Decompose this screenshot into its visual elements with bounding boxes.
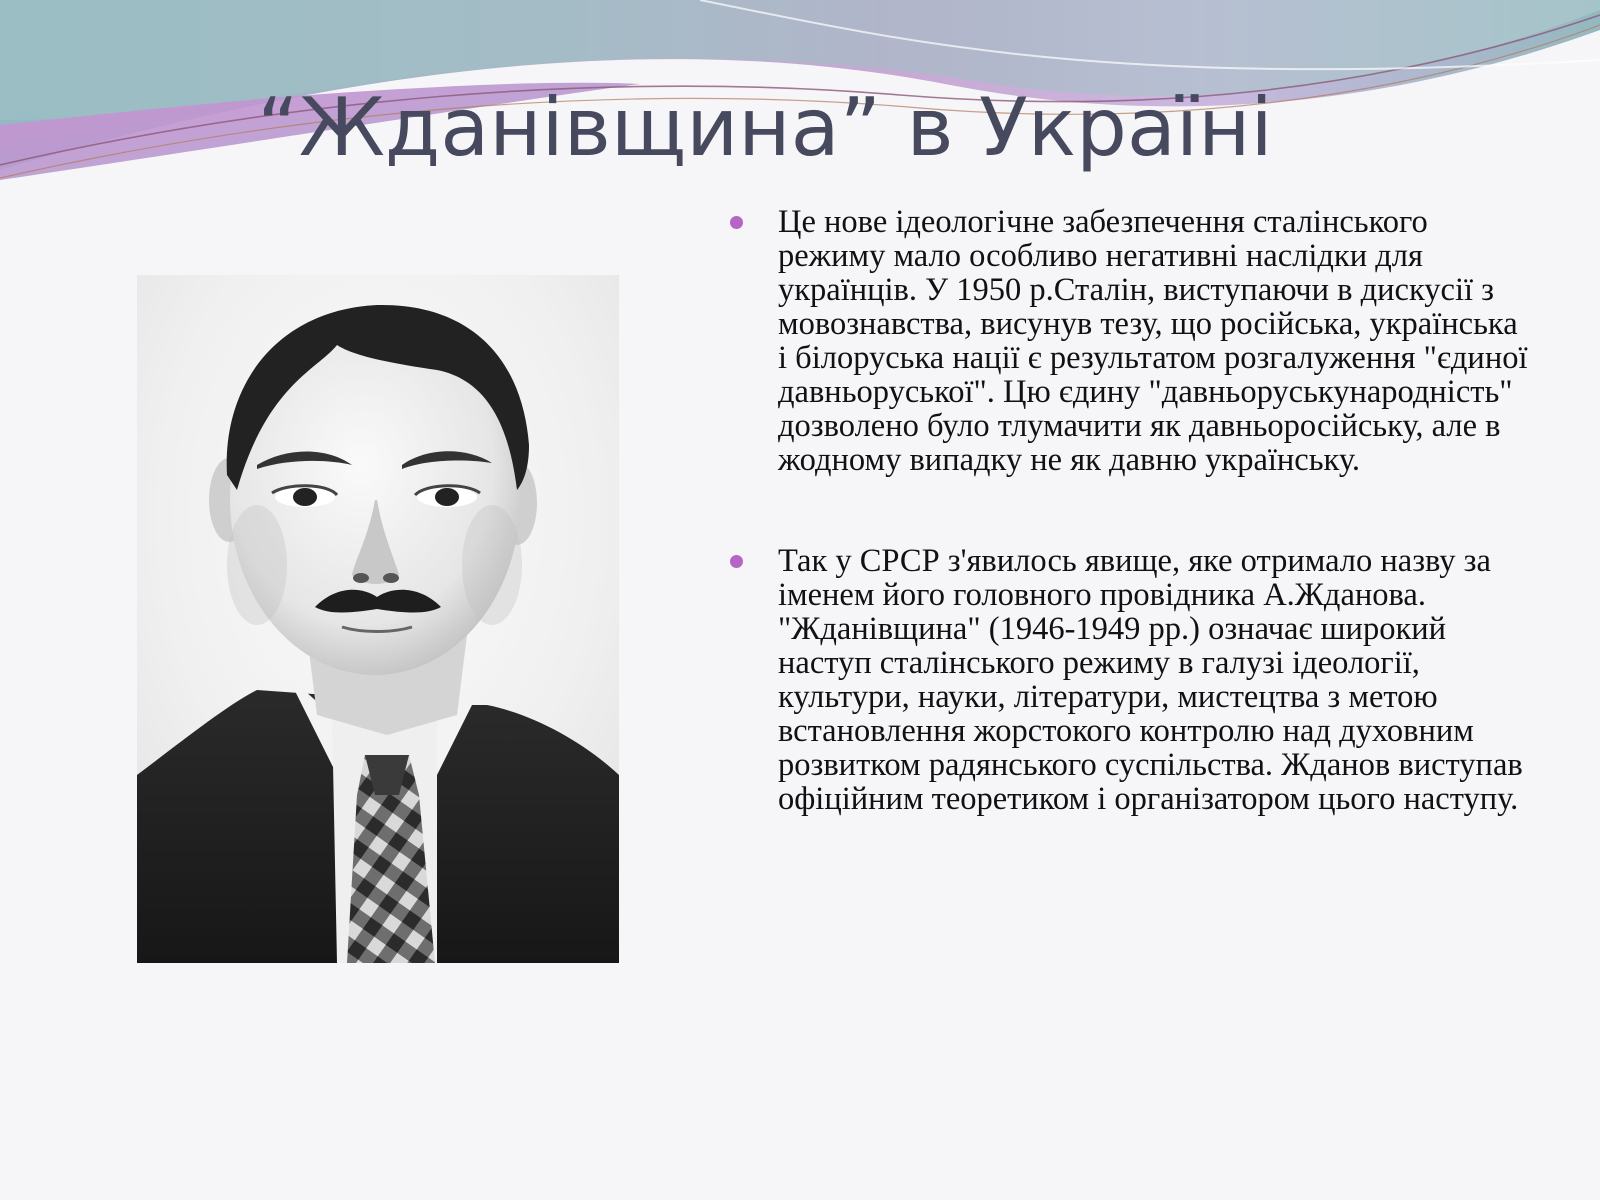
bullet-text: Так у СРСР з'явилось явище, яке отримало назву за іменем його головного провідника А.Жданова. "Жданівщина" (1946-1949 рр.) означає широкий наступ сталінського режиму в галузі ідеології, культури, науки, літератури, мистецтва з метою встановлення жорстокого контролю над духовним розвитком радянського суспільства. Жданов виступав офіційним теоретиком і організатором цього наступу. xyxy=(778,543,1523,817)
portrait-photo xyxy=(137,275,619,963)
portrait-illustration xyxy=(137,275,619,963)
bullet-item xyxy=(730,544,1530,816)
bullet-dot-icon xyxy=(730,216,743,229)
slide-title: “Жданівщина” в Україні xyxy=(257,81,1273,174)
bullet-item xyxy=(730,205,1530,477)
bullet-dot-icon xyxy=(730,555,743,568)
bullet-text: Це нове ідеологічне забезпечення сталінського режиму мало особливо негативні наслідки для українців. У 1950 р.Сталін, виступаючи в дискусії з мовознавства, висунув тезу, що російська, українська і білоруська нації є результатом розгалуження "єдиної давньоруської". Цю єдину "давньоруськународність" дозволено було тлумачити як давньоросійську, але в жодному випадку не як давню українську. xyxy=(778,204,1528,478)
bullet-list xyxy=(730,205,1530,816)
